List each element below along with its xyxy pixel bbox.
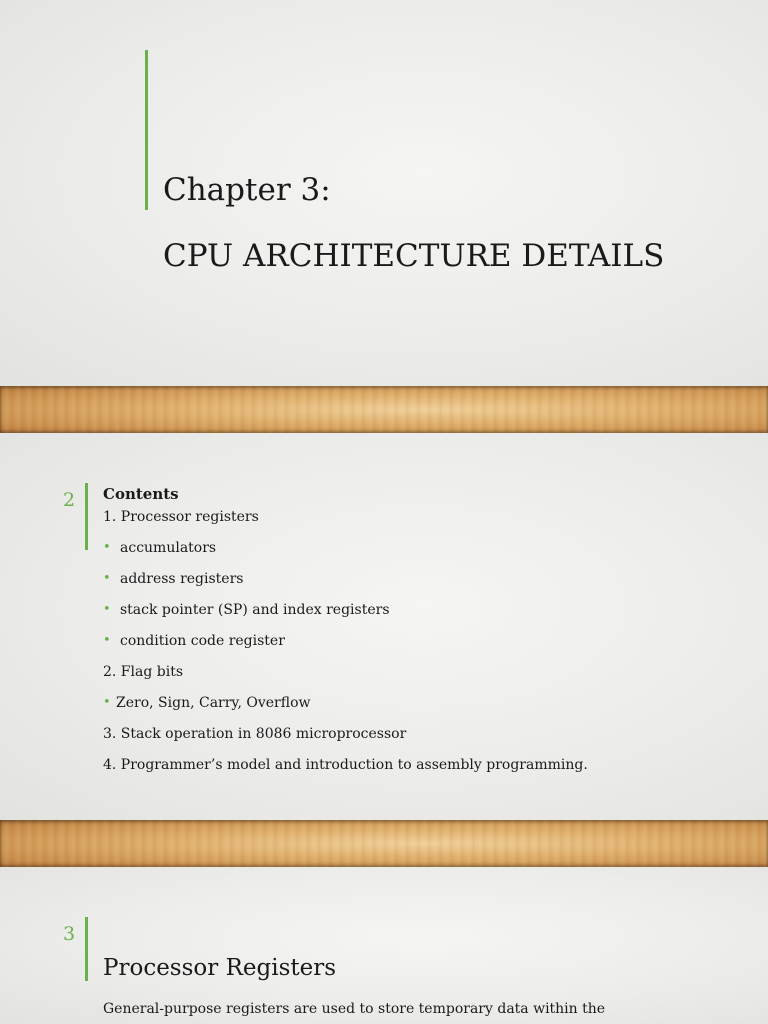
contents-slide (0, 433, 768, 820)
processor-registers-slide (0, 867, 768, 1024)
slide-separator (0, 820, 768, 867)
contents-list (103, 507, 588, 786)
list-item (103, 538, 588, 569)
list-item (103, 507, 588, 538)
list-item (103, 755, 588, 786)
bullet-icon: • (103, 540, 111, 555)
slide-title: Processor Registers (103, 955, 337, 981)
list-item-text: 1. Processor registers (103, 509, 259, 525)
bullet-icon: • (103, 571, 111, 586)
slide-separator (0, 386, 768, 433)
contents-heading: Contents (103, 485, 179, 503)
chapter-label: Chapter 3: (163, 172, 331, 208)
title-slide (0, 0, 768, 386)
list-item (103, 662, 588, 693)
list-item (103, 631, 588, 662)
list-item-text: accumulators (120, 540, 217, 556)
list-item (103, 724, 588, 755)
list-item-text: address registers (120, 571, 244, 587)
list-item-text: 3. Stack operation in 8086 microprocessor (103, 726, 407, 742)
list-item-text: 2. Flag bits (103, 664, 184, 680)
accent-bar (85, 483, 88, 550)
bullet-icon: • (103, 633, 111, 648)
list-item (103, 600, 588, 631)
accent-bar (145, 50, 148, 210)
list-item (103, 693, 588, 724)
bullet-icon: • (103, 695, 111, 710)
slide-title: CPU ARCHITECTURE DETAILS (163, 238, 665, 274)
list-item (103, 569, 588, 600)
list-item-text: 4. Programmer’s model and introduction to assembly programming. (103, 757, 588, 773)
list-item-text: condition code register (120, 633, 285, 649)
slide-number: 3 (63, 923, 76, 945)
slide-number: 2 (63, 489, 76, 511)
list-item-text: Zero, Sign, Carry, Overflow (116, 695, 311, 711)
body-text: General-purpose registers are used to store temporary data within the (103, 1001, 606, 1017)
list-item-text: stack pointer (SP) and index registers (120, 602, 390, 618)
bullet-icon: • (103, 602, 111, 617)
accent-bar (85, 917, 88, 981)
